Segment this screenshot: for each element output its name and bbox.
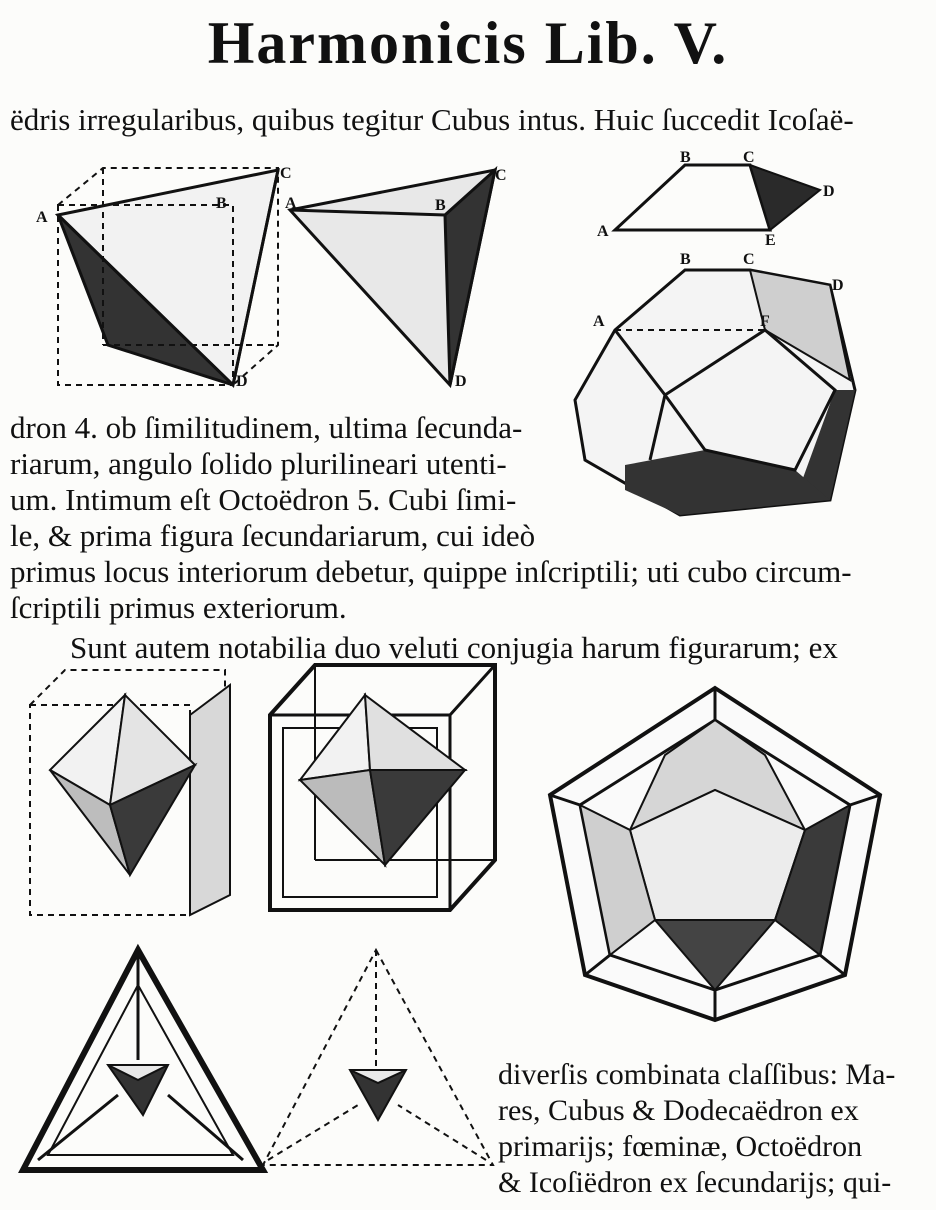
label-D: D xyxy=(236,373,248,390)
text-line-10: res, Cubus & Dodecaëdron ex xyxy=(498,1094,859,1127)
label-C: C xyxy=(495,167,507,184)
dodecahedron-figure xyxy=(565,250,865,525)
icosahedron-dodecahedron-figure xyxy=(535,680,905,1025)
label-B: B xyxy=(216,195,227,212)
text-line-6: primus locus interiorum debetur, quippe inſcriptili; uti cubo circum- xyxy=(10,554,852,589)
label-B: B xyxy=(435,197,446,214)
tetrahedron-dashed-figure xyxy=(258,945,498,1180)
octahedron-cube-figure xyxy=(15,665,275,925)
text-line-4: um. Intimum eſt Octoëdron 5. Cubi ſimi- xyxy=(10,482,517,517)
label-A: A xyxy=(597,223,609,240)
text-line-11: primarijs; fœminæ, Octoëdron xyxy=(498,1130,863,1163)
text-line-9: diverſis combinata claſſibus: Ma- xyxy=(498,1058,896,1091)
pentagon-strip-figure xyxy=(595,149,845,249)
tetrahedron-figure xyxy=(285,160,515,390)
octahedron-frame-cube-figure xyxy=(265,660,505,920)
label-E: E xyxy=(765,232,776,249)
label-D: D xyxy=(823,183,835,200)
label-B: B xyxy=(680,149,691,166)
tetrahedron-frame-figure xyxy=(18,945,268,1180)
label-D: D xyxy=(455,373,467,390)
text-line-3: riarum, angulo ſolido plurilineari utenti- xyxy=(10,446,507,481)
label-A: A xyxy=(36,209,48,226)
label-C: C xyxy=(743,149,755,166)
text-line-1: ëdris irregularibus, quibus tegitur Cubus intus. Huic ſuccedit Icoſaë- xyxy=(10,102,854,137)
label-C: C xyxy=(743,251,755,268)
text-line-5: le, & prima figura ſecundariarum, cui ideò xyxy=(10,518,536,553)
label-C: C xyxy=(280,165,292,182)
cube-tetrahedron-figure xyxy=(28,150,298,400)
page-title: Harmonicis Lib. V. xyxy=(207,10,729,76)
label-A: A xyxy=(285,195,297,212)
label-A: A xyxy=(593,313,605,330)
text-line-2: dron 4. ob ſimilitudinem, ultima ſecunda- xyxy=(10,410,523,445)
label-D: D xyxy=(832,277,844,294)
text-line-12: & Icoſiëdron ex ſecundarijs; qui- xyxy=(498,1166,892,1199)
label-B: B xyxy=(680,251,691,268)
label-F: F xyxy=(760,313,770,330)
text-line-7: ſcriptili primus exteriorum. xyxy=(10,590,347,625)
text-line-8: Sunt autem notabilia duo veluti conjugia harum figurarum; ex xyxy=(70,630,838,665)
